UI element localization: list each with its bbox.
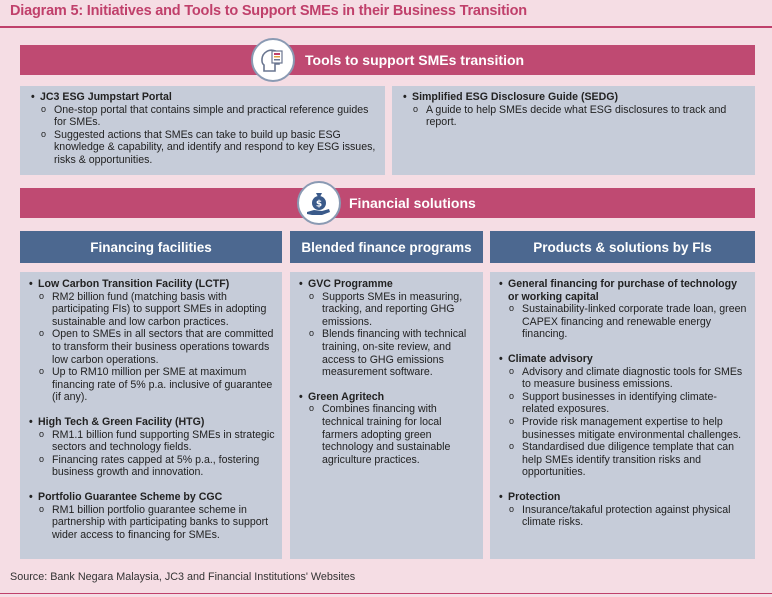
page-title: Diagram 5: Initiatives and Tools to Support SMEs in their Business Transition xyxy=(10,3,527,19)
gvc-heading: • GVC Programme xyxy=(296,278,477,291)
tools-right-box xyxy=(392,86,755,175)
gvc-point: o Blends financing with technical training, on-site review, and access to GHG emissions measurement software. xyxy=(296,328,477,378)
htg-point: o Financing rates capped at 5% p.a., fostering business growth and innovation. xyxy=(26,454,276,479)
financing-facilities-header: Financing facilities xyxy=(20,231,282,263)
jc3-point: o Suggested actions that SMEs can take to build up basic ESG knowledge & capability, and identify and respond to key ESG issues, risks & opportunities. xyxy=(28,129,377,167)
jc3-point: o One-stop portal that contains simple and practical reference guides for SMEs. xyxy=(28,104,377,129)
general-financing-point: o Sustainability-linked corporate trade loan, green CAPEX financing and renewable energy financing. xyxy=(496,303,749,341)
climate-advisory-point: o Standardised due diligence template that can help SMEs identify transition risks and opportunities. xyxy=(496,441,749,479)
financing-facilities-box xyxy=(20,272,282,559)
top-divider xyxy=(0,26,772,28)
sedg-point: o A guide to help SMEs decide what ESG disclosures to track and report. xyxy=(400,104,747,129)
blended-finance-box xyxy=(290,272,483,559)
green-agritech-heading: • Green Agritech xyxy=(296,391,477,404)
green-agritech-point: o Combines financing with technical training for local farmers adopting green technology and sustainable agriculture practices. xyxy=(296,403,477,466)
lctf-point: o Open to SMEs in all sectors that are committed to transform their business operations towards low carbon operations. xyxy=(26,328,276,366)
products-solutions-header: Products & solutions by FIs xyxy=(490,231,755,263)
general-financing-heading: • General financing for purchase of technology or working capital xyxy=(496,278,749,303)
source-note: Source: Bank Negara Malaysia, JC3 and Financial Institutions' Websites xyxy=(10,571,356,583)
blended-finance-header: Blended finance programs xyxy=(290,231,483,263)
climate-advisory-heading: • Climate advisory xyxy=(496,353,749,366)
protection-heading: • Protection xyxy=(496,491,749,504)
bottom-divider xyxy=(0,593,772,594)
tools-banner xyxy=(20,45,755,75)
htg-heading: • High Tech & Green Facility (HTG) xyxy=(26,416,276,429)
lctf-point: o Up to RM10 million per SME at maximum financing rate of 5% p.a. inclusive of guarantee (if any). xyxy=(26,366,276,404)
money-bag-hand-icon xyxy=(297,181,341,225)
gvc-point: o Supports SMEs in measuring, tracking, and reporting GHG emissions. xyxy=(296,291,477,329)
climate-advisory-point: o Advisory and climate diagnostic tools for SMEs to measure business emissions. xyxy=(496,366,749,391)
protection-point: o Insurance/takaful protection against physical climate risks. xyxy=(496,504,749,529)
cgc-point: o RM1 billion portfolio guarantee scheme in partnership with participating banks to support wider access to financing for SMEs. xyxy=(26,504,276,542)
svg-text:$: $ xyxy=(315,199,323,210)
tools-left-box xyxy=(20,86,385,175)
head-document-icon xyxy=(251,38,295,82)
financial-banner-label: Financial solutions xyxy=(349,195,476,211)
tools-banner-label: Tools to support SMEs transition xyxy=(305,52,525,68)
lctf-point: o RM2 billion fund (matching basis with participating FIs) to support SMEs in adopting sustainable and low carbon practices. xyxy=(26,291,276,329)
products-solutions-box xyxy=(490,272,755,559)
lctf-heading: • Low Carbon Transition Facility (LCTF) xyxy=(26,278,276,291)
climate-advisory-point: o Support businesses in identifying climate-related exposures. xyxy=(496,391,749,416)
cgc-heading: • Portfolio Guarantee Scheme by CGC xyxy=(26,491,276,504)
jc3-heading: • JC3 ESG Jumpstart Portal xyxy=(28,91,377,104)
htg-point: o RM1.1 billion fund supporting SMEs in strategic sectors and technology fields. xyxy=(26,429,276,454)
financial-banner xyxy=(20,188,755,218)
sedg-heading: • Simplified ESG Disclosure Guide (SEDG) xyxy=(400,91,747,104)
climate-advisory-point: o Provide risk management expertise to help businesses mitigate environmental challenges. xyxy=(496,416,749,441)
